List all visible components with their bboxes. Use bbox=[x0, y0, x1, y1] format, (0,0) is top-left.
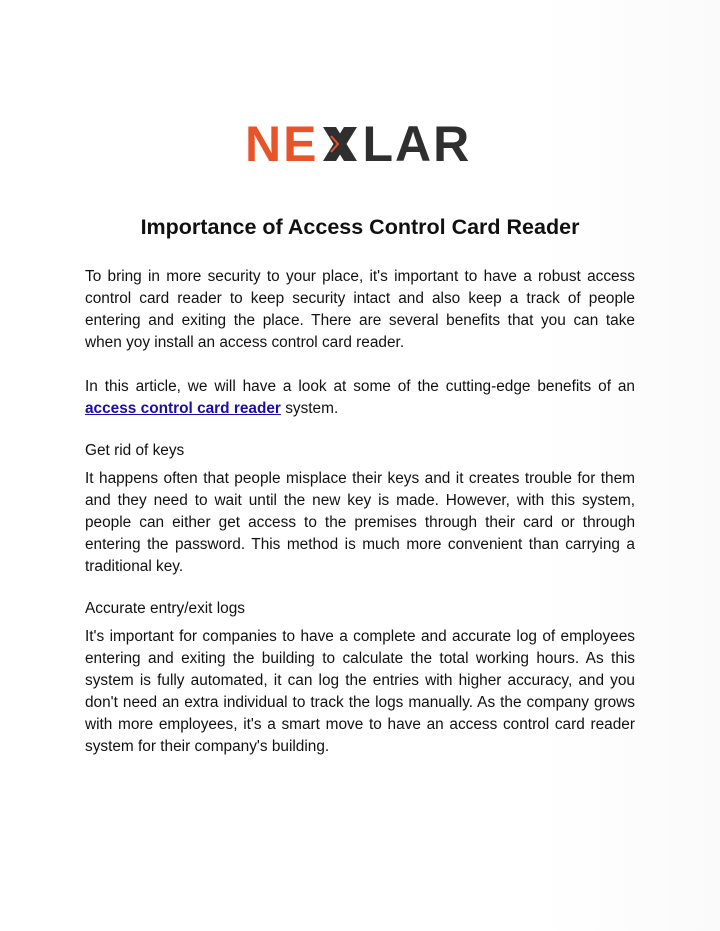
article-text-prefix: In this article, we will have a look at some of the cutting-edge benefits of an bbox=[85, 378, 635, 395]
page-title: Importance of Access Control Card Reader bbox=[140, 215, 580, 239]
section-text-keys: It happens often that people misplace their keys and it creates trouble for them and they need to wait until the new key is made. However, with this system, people can either get access to the premises through their card or through entering the password. This method is much more convenient than carrying a traditional key. bbox=[85, 470, 635, 575]
access-control-link[interactable]: access control card reader bbox=[85, 400, 281, 417]
section-text-logs: It's important for companies to have a complete and accurate log of employees entering and exiting the building to calculate the total working hours. As this system is fully automated, it can log the entries with higher accuracy, and you don't need an extra individual to track the logs manually. As the company grows with more employees, it's a smart move to have an access control card reader system for their company's building. bbox=[85, 628, 635, 755]
logo-letters-lar: LAR bbox=[362, 116, 472, 172]
logo-letters-ne: NE bbox=[245, 116, 319, 172]
article-text-suffix: system. bbox=[280, 400, 339, 417]
logo-x-icon bbox=[320, 124, 360, 164]
section-heading-keys: Get rid of keys bbox=[85, 442, 185, 459]
section-heading-logs: Accurate entry/exit logs bbox=[85, 600, 245, 617]
logo-wordmark bbox=[245, 116, 472, 172]
article-paragraph bbox=[85, 376, 635, 420]
nexlar-logo bbox=[245, 118, 477, 170]
intro-paragraph: To bring in more security to your place, it's important to have a robust access control card reader to keep security intact and also keep a track of people entering and exiting the place. There are several benefits that you can take when yoy install an access control card reader. bbox=[85, 268, 635, 351]
article-body bbox=[85, 266, 635, 758]
